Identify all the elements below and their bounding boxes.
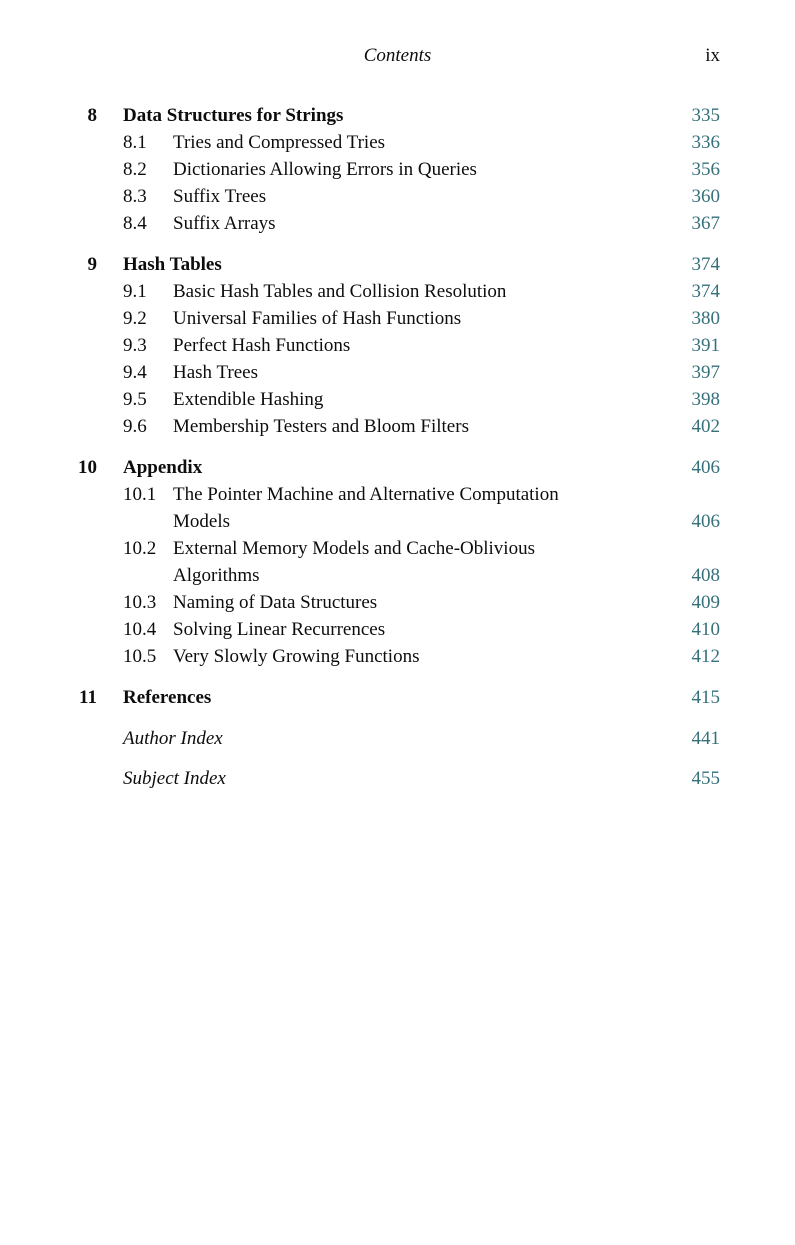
section-title: Basic Hash Tables and Collision Resolution [173, 281, 507, 302]
section-title-line2: Models [173, 511, 230, 532]
section-title-line2: Algorithms [173, 565, 260, 586]
page-link[interactable]: 408 [691, 565, 720, 586]
section-title: Naming of Data Structures [173, 592, 378, 613]
section-title: Solving Linear Recurrences [173, 619, 386, 640]
toc-chapter-row [75, 102, 720, 129]
section-number: 9.1 [123, 281, 147, 302]
section-number: 10.4 [123, 619, 157, 640]
toc-section-row [75, 481, 720, 508]
toc-section-row [75, 413, 720, 440]
chapter-number: 11 [79, 687, 97, 708]
toc-section-row [75, 129, 720, 156]
chapter-9-group [75, 251, 720, 440]
chapter-number: 10 [78, 457, 97, 478]
chapter-title: Appendix [123, 457, 203, 478]
chapter-title: Data Structures for Strings [123, 105, 344, 126]
page-link[interactable]: 397 [691, 362, 720, 383]
section-title: Suffix Arrays [173, 213, 276, 234]
page-link[interactable]: 374 [691, 254, 720, 275]
chapter-number: 9 [87, 254, 97, 275]
section-title: Universal Families of Hash Functions [173, 308, 462, 329]
page-link[interactable]: 412 [691, 646, 720, 667]
section-number: 9.2 [123, 308, 147, 329]
index-title: Subject Index [123, 768, 226, 789]
chapter-title: Hash Tables [123, 254, 222, 275]
toc-chapter-row [75, 251, 720, 278]
section-title: Perfect Hash Functions [173, 335, 351, 356]
section-title: Suffix Trees [173, 186, 267, 207]
section-title: Extendible Hashing [173, 389, 324, 410]
section-number: 8.3 [123, 186, 147, 207]
chapter-8-group [75, 102, 720, 237]
toc-section-row [75, 278, 720, 305]
section-number: 8.2 [123, 159, 147, 180]
toc-section-row [75, 616, 720, 643]
section-number: 10.2 [123, 538, 157, 559]
page-link[interactable]: 356 [691, 159, 720, 180]
chapter-11-group [75, 684, 720, 711]
page-link[interactable]: 406 [691, 511, 720, 532]
toc-chapter-row [75, 684, 720, 711]
table-of-contents [75, 102, 720, 792]
section-title: Tries and Compressed Tries [173, 132, 386, 153]
toc-section-row [75, 589, 720, 616]
section-number: 10.5 [123, 646, 157, 667]
index-title: Author Index [123, 728, 223, 749]
section-number: 10.1 [123, 484, 157, 505]
page-link[interactable]: 391 [691, 335, 720, 356]
page-link[interactable]: 380 [691, 308, 720, 329]
toc-section-row [75, 535, 720, 562]
index-entries [75, 725, 720, 792]
page-link[interactable]: 406 [691, 457, 720, 478]
page-header [75, 42, 720, 69]
toc-section-row [75, 359, 720, 386]
toc-section-row [75, 210, 720, 237]
page-link[interactable]: 402 [691, 416, 720, 437]
folio-page-number: ix [705, 45, 720, 66]
page-link[interactable]: 409 [691, 592, 720, 613]
section-title: Hash Trees [173, 362, 258, 383]
page-link[interactable]: 441 [691, 728, 720, 749]
section-number: 8.1 [123, 132, 147, 153]
toc-section-row [75, 386, 720, 413]
section-number: 9.4 [123, 362, 147, 383]
page-link[interactable]: 455 [691, 768, 720, 789]
page-link[interactable]: 336 [691, 132, 720, 153]
toc-section-row [75, 305, 720, 332]
page-link[interactable]: 415 [691, 687, 720, 708]
section-title-line1: The Pointer Machine and Alternative Computation [173, 484, 559, 505]
page-link[interactable]: 335 [691, 105, 720, 126]
section-number: 8.4 [123, 213, 147, 234]
page-link[interactable]: 398 [691, 389, 720, 410]
page-link[interactable]: 360 [691, 186, 720, 207]
section-title: Dictionaries Allowing Errors in Queries [173, 159, 477, 180]
toc-chapter-row [75, 454, 720, 481]
section-title-line1: External Memory Models and Cache-Oblivious [173, 538, 535, 559]
page-link[interactable]: 367 [691, 213, 720, 234]
toc-index-row [75, 765, 720, 792]
toc-section-row [75, 332, 720, 359]
toc-section-row [75, 183, 720, 210]
toc-section-row [75, 156, 720, 183]
section-title: Very Slowly Growing Functions [173, 646, 420, 667]
toc-section-continuation-row [75, 562, 720, 589]
page-link[interactable]: 374 [691, 281, 720, 302]
page-link[interactable]: 410 [691, 619, 720, 640]
toc-section-row [75, 643, 720, 670]
section-title: Membership Testers and Bloom Filters [173, 416, 469, 437]
chapter-10-group [75, 454, 720, 670]
chapter-title: References [123, 687, 212, 708]
contents-heading: Contents [363, 45, 432, 66]
toc-index-row [75, 725, 720, 752]
section-number: 10.3 [123, 592, 157, 613]
section-number: 9.5 [123, 389, 147, 410]
section-number: 9.6 [123, 416, 147, 437]
toc-section-continuation-row [75, 508, 720, 535]
chapter-number: 8 [87, 105, 97, 126]
section-number: 9.3 [123, 335, 147, 356]
